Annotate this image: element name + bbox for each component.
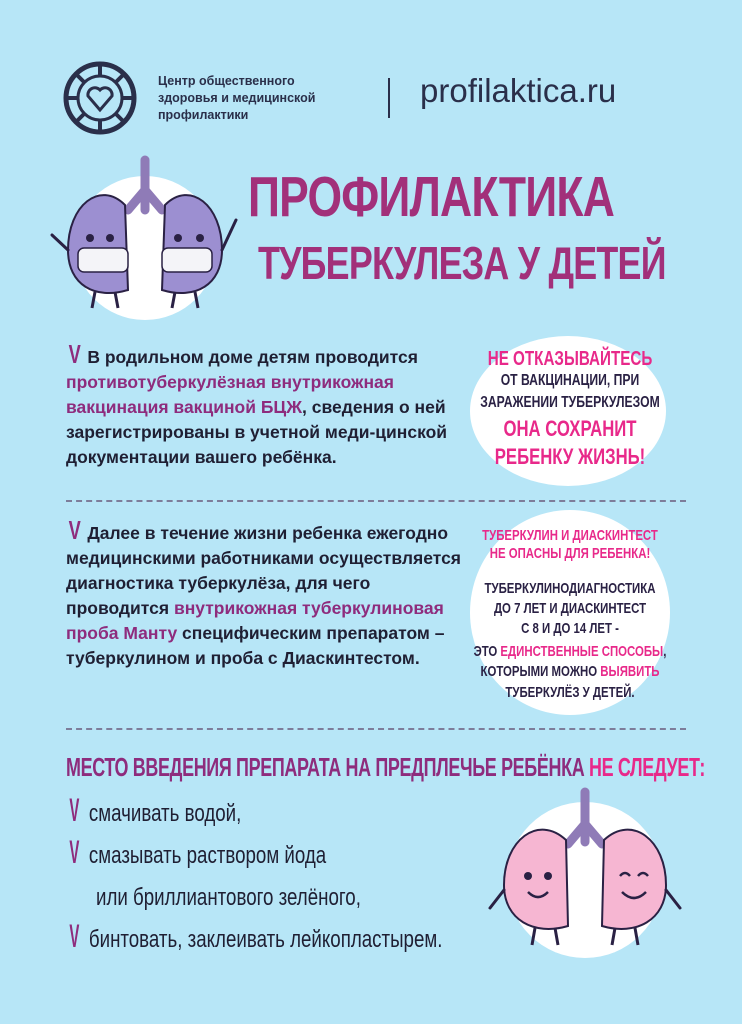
check-icon: V <box>68 339 81 369</box>
paragraph-text: , сведения о ней зарегистрированы в учетной меди-цинской документации вашего ребёнка. <box>66 397 448 467</box>
masked-lungs-icon <box>40 150 250 320</box>
smiling-lungs-icon <box>480 780 690 960</box>
callout-text: , <box>663 643 667 660</box>
check-icon: V <box>69 792 80 828</box>
list-item <box>66 834 327 870</box>
callout-line: НЕ ОТКАЗЫВАЙТЕСЬ <box>487 348 653 370</box>
section-divider <box>66 500 686 502</box>
callout-line: ОТ ВАКЦИНАЦИИ, ПРИ <box>500 372 640 389</box>
check-icon: V <box>68 515 81 545</box>
callout-line: ТУБЕРКУЛИНОДИАГНОСТИКА <box>484 580 656 597</box>
org-line: профилактики <box>158 108 249 122</box>
org-line: Центр общественного <box>158 74 295 88</box>
callout-line: РЕБЕНКУ ЖИЗНЬ! <box>494 444 646 469</box>
paragraph-text: В родильном доме детям проводится <box>87 347 418 367</box>
callout-line <box>464 663 677 680</box>
callout-text: ЭТО <box>473 643 501 660</box>
callout-line: НЕ ОПАСНЫ ДЛЯ РЕБЕНКА! <box>489 545 651 562</box>
organization-name <box>158 73 358 124</box>
callout-line: ЗАРАЖЕНИИ ТУБЕРКУЛЕЗОМ <box>480 394 660 411</box>
header-divider <box>388 78 390 118</box>
page-subtitle: ТУБЕРКУЛЕЗА У ДЕТЕЙ <box>258 237 666 289</box>
callout-emphasis: ЕДИНСТВЕННЫЕ СПОСОБЫ <box>500 643 664 660</box>
paragraph-emphasis: противотуберкулёзная внутрикожная вакцинация вакциной БЦЖ <box>66 372 394 417</box>
callout-line: ОНА СОХРАНИТ <box>503 416 637 441</box>
section-heading <box>66 752 705 783</box>
list-item-text: бинтовать, заклеивать лейкопластырем. <box>88 926 443 953</box>
check-icon: V <box>69 918 80 954</box>
callout-line: ТУБЕРКУЛИН И ДИАСКИНТЕСТ <box>482 527 658 544</box>
paragraph-emphasis: внутрикожная туберкулиновая проба Манту <box>66 598 444 643</box>
site-link[interactable]: profilaktica.ru <box>420 72 617 109</box>
heading-emphasis: НЕ СЛЕДУЕТ: <box>588 752 705 782</box>
list-item-text: смазывать раствором йода <box>88 842 327 869</box>
heading-text: МЕСТО ВВЕДЕНИЯ ПРЕПАРАТА НА ПРЕДПЛЕЧЬЕ РЕБЁНКА <box>66 752 589 782</box>
callout-line: ДО 7 ЛЕТ И ДИАСКИНТЕСТ <box>493 600 647 617</box>
paragraph-diagnostics <box>66 515 476 671</box>
check-icon: V <box>69 834 80 870</box>
callout-line: ТУБЕРКУЛЁЗ У ДЕТЕЙ. <box>505 684 635 701</box>
org-line: здоровья и медицинской <box>158 91 316 105</box>
list-item-text: смачивать водой, <box>88 800 242 827</box>
page-title: ПРОФИЛАКТИКА <box>248 165 615 229</box>
list-item <box>66 792 242 828</box>
paragraph-text: Далее в течение жизни ребенка ежегодно медицинскими работниками осуществляется диагностика туберкулёза, для чего проводится <box>66 523 462 618</box>
list-item-continuation: или бриллиантового зелёного, <box>96 884 361 911</box>
callout-line: С 8 И ДО 14 ЛЕТ - <box>521 620 619 637</box>
section-divider <box>66 728 686 730</box>
callout-emphasis: ВЫЯВИТЬ <box>600 663 660 680</box>
callout-line <box>464 643 677 660</box>
paragraph-text: специфическим препаратом – туберкулином и проба с Диаскинтестом. <box>66 623 445 668</box>
callout-text: КОТОРЫМИ МОЖНО <box>480 663 601 680</box>
paragraph-vaccination <box>66 339 476 470</box>
logo-icon <box>62 60 138 136</box>
list-item <box>66 918 443 954</box>
